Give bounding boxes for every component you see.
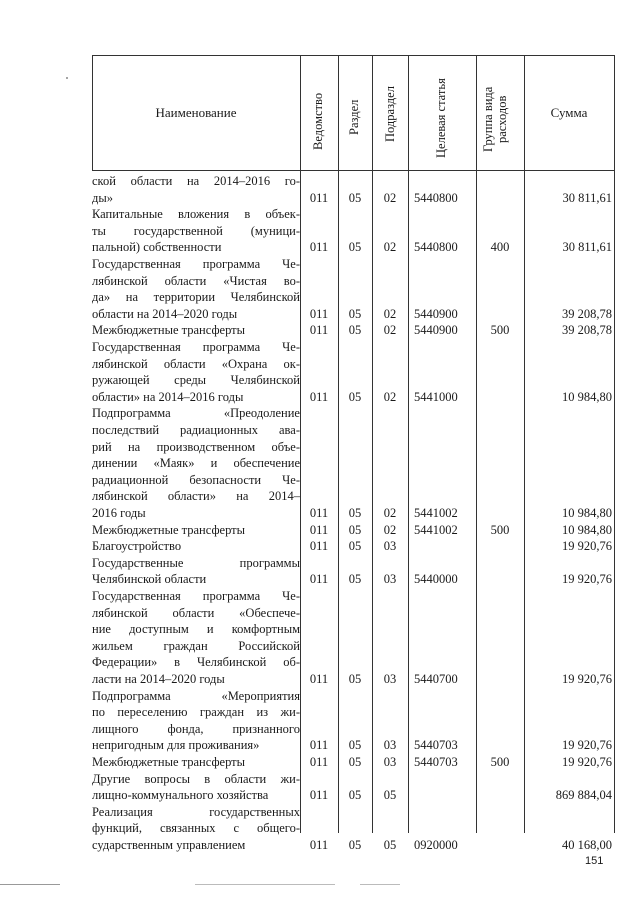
row-subsection: 03 [383,755,397,769]
row-name [92,173,300,206]
row-name-line: области» на 2014–2016 годы [92,389,244,404]
row-sum: 30 811,61 [562,190,612,205]
row-dept: 011 [309,788,329,803]
row-subsection: 02 [383,522,397,537]
row-name [92,405,300,521]
row-name-line: лябинской области «Обеспече- [92,605,300,620]
row-name [92,522,300,539]
row-name-line: Челябинской области [92,572,207,587]
row-subsection: 05 [383,838,397,852]
row-sum: 19 920,76 [562,672,612,686]
row-target: 5440703 [414,755,458,769]
row-name [92,804,300,854]
row-name [92,555,300,588]
table-row [0,522,640,539]
row-name-line: Государственная программа Че- [92,340,300,354]
row-name [92,588,300,688]
row-name [92,538,300,555]
row-name-line: Благоустройство [92,539,182,554]
row-section: 05 [348,323,362,338]
row-dept: 011 [309,672,329,686]
row-section: 05 [348,522,362,537]
row-section: 05 [348,190,362,205]
row-section: 05 [348,389,362,404]
row-dept: 011 [309,389,329,404]
row-subsection: 05 [383,788,397,803]
row-dept: 011 [309,323,329,338]
row-name-line: Государственная программа Че- [92,257,300,271]
table-row [0,405,640,521]
row-group: 400 [490,240,510,255]
row-target: 5440700 [414,672,458,686]
row-name [92,339,300,405]
row-name-line: динении «Маяк» и обеспечение [92,456,300,471]
row-sum: 10 984,80 [562,505,612,520]
row-name-line: ружающей среды Челябинской [92,373,300,388]
row-target: 5440800 [414,190,458,205]
table-row [0,339,640,405]
page-number: 151 [585,855,604,867]
row-subsection: 02 [383,389,397,404]
row-sum: 40 168,00 [562,838,612,852]
row-dept: 011 [309,539,329,554]
row-name-line: жильем граждан Российской [92,638,300,653]
scan-speck [66,77,68,79]
row-name-line: радиационной безопасности Че- [92,472,300,487]
row-name-line: рий на производственном объе- [92,439,300,454]
row-sum: 30 811,61 [562,240,612,255]
row-section: 05 [348,572,362,587]
row-name-line: лябинской области» на 2014– [92,489,300,504]
row-target: 0920000 [414,838,458,852]
row-target: 5440800 [414,240,458,255]
row-name-line: Федерации» в Челябинской об- [92,655,300,670]
row-dept: 011 [309,572,329,587]
row-dept: 011 [309,306,329,321]
row-name-line: пальной) собственности [92,240,222,255]
row-name-line: ты государственной (муници- [92,223,300,238]
row-name-line: лищного фонда, признанного [92,721,300,736]
row-name-line: Государственные программы [92,555,300,570]
row-sum: 19 920,76 [562,539,612,554]
row-name-line: функций, связанных с общего- [92,821,300,836]
row-name [92,771,300,804]
table-row [0,771,640,804]
row-name-line: Подпрограмма «Преодоление [92,406,300,421]
row-group: 500 [490,522,510,537]
scan-edge-line [360,884,400,885]
row-section: 05 [348,738,362,753]
row-name-line: лищно-коммунального хозяйства [92,788,269,803]
row-section: 05 [348,505,362,520]
row-name-line: Подпрограмма «Мероприятия [92,688,300,703]
row-sum: 869 884,04 [555,788,612,803]
row-name-line: Межбюджетные трансферты [92,755,246,769]
row-name-line: ды» [92,190,114,205]
row-name [92,688,300,754]
row-section: 05 [348,755,362,769]
row-dept: 011 [309,738,329,753]
row-subsection: 03 [383,738,397,753]
header-target: Целевая статья [434,78,448,158]
row-subsection: 02 [383,190,397,205]
row-dept: 011 [309,522,329,537]
row-sum: 10 984,80 [562,522,612,537]
row-subsection: 03 [383,672,397,686]
table-row [0,804,640,854]
table-row [0,256,640,322]
row-dept: 011 [309,190,329,205]
row-subsection: 02 [383,323,397,338]
table-row [0,173,640,206]
row-target: 5440900 [414,323,458,338]
header-subsection: Подраздел [383,86,397,142]
row-section: 05 [348,539,362,554]
row-group: 500 [490,323,510,338]
row-name-line: области на 2014–2020 годы [92,306,238,321]
header-sum: Сумма [550,104,588,120]
row-dept: 011 [309,838,329,852]
table-row [0,538,640,555]
row-name-line: последствий радиационных ава- [92,422,300,437]
row-name [92,754,300,771]
row-target: 5441002 [414,522,458,537]
row-name [92,256,300,322]
row-name-line: 2016 годы [92,505,146,520]
header-group-line2: расходов [495,95,509,143]
row-target: 5440000 [414,572,458,587]
header-section: Раздел [347,99,361,135]
row-name-line: Межбюджетные трансферты [92,323,246,338]
table-row [0,206,640,256]
row-subsection: 02 [383,240,397,255]
row-target: 5441000 [414,389,458,404]
row-name-line: да» на территории Челябинской [92,290,300,305]
header-dept: Ведомство [311,92,325,150]
table-row [0,555,640,588]
row-name-line: сударственным управлением [92,837,246,852]
header-name: Наименование [155,104,237,120]
row-name-line: ние доступным и комфортным [92,622,300,637]
row-subsection: 03 [383,572,397,587]
row-subsection: 02 [383,505,397,520]
table-row [0,754,640,771]
row-sum: 10 984,80 [562,389,612,404]
row-name-line: Другие вопросы в области жи- [92,771,300,786]
row-name-line: лябинской области «Чистая во- [92,273,300,288]
header-group-line1: Группа вида [481,86,495,152]
row-name-line: по переселению граждан из жи- [92,705,300,720]
row-name-line: Капитальные вложения в объек- [92,207,300,222]
row-target: 5440900 [414,306,458,321]
row-sum: 19 920,76 [562,738,612,753]
row-subsection: 02 [383,306,397,321]
row-section: 05 [348,306,362,321]
row-dept: 011 [309,240,329,255]
row-name-line: ской области на 2014–2016 го- [92,174,300,188]
row-name-line: Реализация государственных [92,804,300,819]
row-name-line: Межбюджетные трансферты [92,522,246,537]
table-top-border [92,55,615,56]
table-row [0,588,640,688]
scan-edge-line [195,884,335,885]
row-section: 05 [348,788,362,803]
row-dept: 011 [309,755,329,769]
row-section: 05 [348,838,362,852]
row-group: 500 [490,755,510,769]
scan-edge-line [0,884,60,885]
row-dept: 011 [309,505,329,520]
row-name [92,206,300,256]
row-target: 5440703 [414,738,458,753]
col-border-left [92,55,93,170]
row-name-line: лябинской области «Охрана ок- [92,356,300,371]
row-section: 05 [348,240,362,255]
row-name-line: Государственная программа Че- [92,589,300,603]
table-row [0,688,640,754]
row-target: 5441002 [414,505,458,520]
header-bottom-border [92,170,615,171]
row-section: 05 [348,672,362,686]
row-sum: 39 208,78 [562,306,612,321]
table-row [0,322,640,339]
row-sum: 19 920,76 [562,572,612,587]
row-sum: 19 920,76 [562,755,612,769]
row-sum: 39 208,78 [562,323,612,338]
row-name-line: непригодным для проживания» [92,738,260,753]
row-name [92,322,300,339]
row-name-line: ласти на 2014–2020 годы [92,671,225,686]
row-subsection: 03 [383,539,397,554]
